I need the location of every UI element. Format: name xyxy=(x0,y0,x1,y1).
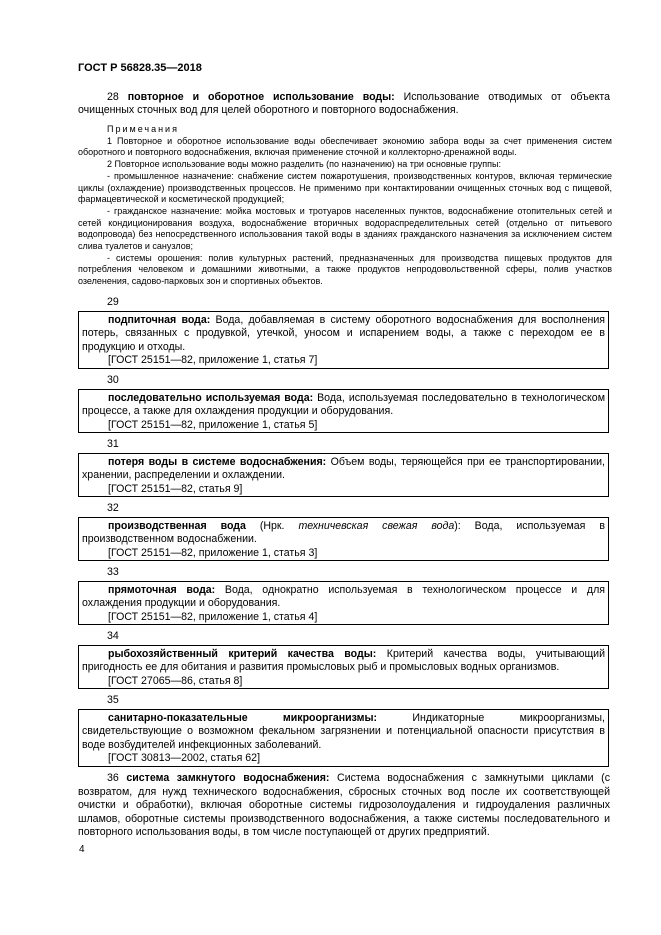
term-definition: потеря воды в системе водоснабжения: Объем воды, теряющейся при ее транспортировании, хранении, распределении и охлаждении. xyxy=(82,456,606,482)
note-2: 2 Повторное использование воды можно разделить (по назначению) на три основные группы: xyxy=(107,159,501,170)
term-number: 35 xyxy=(107,694,119,706)
term-box-33 xyxy=(78,581,609,625)
non-recommended-term: техничевская свежая вода xyxy=(298,520,455,532)
term-definition: рыбохозяйственный критерий качества воды: Критерий качества воды, учитывающий пригодность ее для обитания и развития промысловых рыб и промысловых водных организмов. xyxy=(82,648,605,674)
term-source: [ГОСТ 25151—82, приложение 1, статья 4] xyxy=(108,610,318,623)
term-number: 29 xyxy=(107,296,119,308)
note-irrigation: - системы орошения: полив культурных растений, предназначенных для производства пищевых продуктов для потребления человеком и домашними животными, а также продуктов непродовольственной сферы, полив участков озеленения, садово-парковых зон и спортивных объектов. xyxy=(78,252,612,287)
notes-title: Примечания xyxy=(107,124,179,134)
term-number: 30 xyxy=(107,374,119,386)
term-source: [ГОСТ 25151—82, приложение 1, статья 7] xyxy=(108,354,318,367)
notes-block xyxy=(78,124,612,288)
term-definition: производственная вода (Нрк. техничевская свежая вода): Вода, используемая в производственном водоснабжении. xyxy=(82,520,605,546)
term-title: прямоточная вода: xyxy=(108,584,216,596)
term-number: 28 xyxy=(107,91,119,103)
term-definition: подпиточная вода: Вода, добавляемая в систему оборотного водоснабжения для восполнения потерь, связанных с продувкой, утечкой, уносом и испарением воды, а также с переходом ее в продукцию и отходы. xyxy=(82,314,605,353)
term-box-29 xyxy=(78,311,609,369)
term-title: подпиточная вода: xyxy=(108,314,211,326)
term-definition: прямоточная вода: Вода, однократно используемая в технологическом процессе и для охлаждения продукции и оборудования. xyxy=(82,584,605,610)
term-number: 33 xyxy=(107,566,119,578)
term-number: 32 xyxy=(107,502,119,514)
term-source: [ГОСТ 25151—82, статья 9] xyxy=(108,482,243,495)
term-title: повторное и оборотное использование воды: xyxy=(127,91,395,103)
note-industrial: - промышленное назначение: снабжение систем пожаротушения, производственных контуров, включая термические циклы (охлаждение) производственных процессов. Не применимо при контактировании очищенных сточных вод с пищевой, фармацевтической и косметической продукцией; xyxy=(78,170,612,205)
term-title: потеря воды в системе водоснабжения: xyxy=(108,456,327,468)
note-civil: - гражданское назначение: мойка мостовых и тротуаров населенных пунктов, водоснабжение отопительных сетей и сетей кондиционирования воздуха, водоснабжение вторичных водораспределительных сетей (отдельно от питьевого водопровода) без непосредственного использования такой воды в зданиях гражданского назначения за исключением систем слива туалетов и санузлов; xyxy=(78,205,612,252)
term-definition: последовательно используемая вода: Вода, используемая последовательно в технологическом процессе, а также для охлаждения продукции и оборудования. xyxy=(82,392,605,418)
term-source: [ГОСТ 30813—2002, статья 62] xyxy=(108,752,261,765)
term-title: последовательно используемая вода: xyxy=(108,392,314,404)
term-box-31 xyxy=(78,453,609,497)
term-28 xyxy=(78,91,610,118)
term-title: рыбохозяйственный критерий качества воды: xyxy=(108,648,377,660)
page-number: 4 xyxy=(79,844,85,855)
term-box-32 xyxy=(78,517,609,561)
term-number: 31 xyxy=(107,438,119,450)
term-number: 36 xyxy=(107,772,119,784)
term-definition: санитарно-показательные микроорганизмы: Индикаторные микроорганизмы, свидетельствующие о возможном фекальном загрязнении и потенциальной опасности присутствия в воде возбудителей инфекционных заболеваний. xyxy=(82,712,605,751)
term-box-30 xyxy=(78,389,609,433)
term-definition: Использование отводимых от объекта очищенных сточных вод для целей оборотного и повторного водоснабжения. xyxy=(78,91,610,117)
term-source: [ГОСТ 27065—86, статья 8] xyxy=(108,674,243,687)
term-box-34 xyxy=(78,645,609,689)
document-code: ГОСТ Р 56828.35—2018 xyxy=(78,62,202,74)
note-1: 1 Повторное и оборотное использование воды обеспечивает экономию забора воды за счет применения систем оборотного и повторного водоснабжения, включая применение сточной и коллекторно-дренажной воды. xyxy=(78,135,612,158)
term-36 xyxy=(78,772,610,840)
term-title: производственная вода xyxy=(108,520,246,532)
term-source: [ГОСТ 25151—82, приложение 1, статья 3] xyxy=(108,546,318,559)
term-source: [ГОСТ 25151—82, приложение 1, статья 5] xyxy=(108,418,318,431)
term-definition: Система водоснабжения с замкнутыми циклами (с возвратом, для нужд технического водоснабжения, сбросных сточных вод после их соответствующей очистки и обработки), включая оборотные системы гидрозолоудаления и гидроудаления различных шламов, оборотные системы производственного водоснабжения, а также системы последовательного и повторного использования воды, в том числе поступающей от других предприятий. xyxy=(78,772,610,839)
term-title: система замкнутого водоснабжения: xyxy=(126,772,330,784)
term-number: 34 xyxy=(107,630,119,642)
term-box-35 xyxy=(78,709,609,767)
term-title: санитарно-показательные микроорганизмы: xyxy=(108,712,378,724)
